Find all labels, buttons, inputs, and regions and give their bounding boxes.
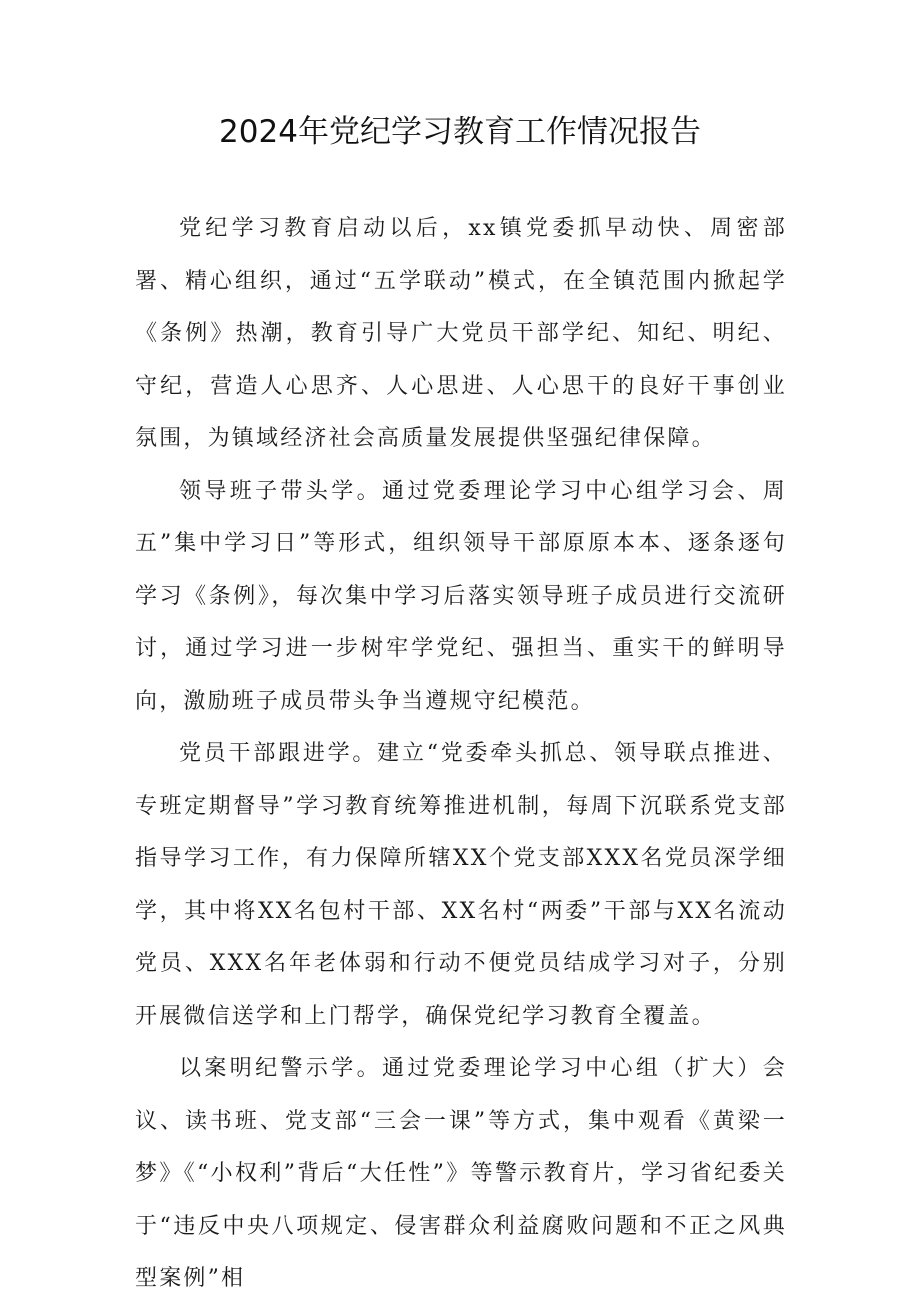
document-body — [135, 203, 787, 1306]
paragraph-case-warning-study: 以案明纪警示学。通过党委理论学习中心组（扩大）会议、读书班、党支部“三会一课”等方式，集中观看《黄梁一梦》《“小权利”背后“大任性”》等警示教育片，学习省纪委关于“违反中央八项规定、侵害群众利益腐败问题和不正之风典型案例”相 — [135, 1056, 787, 1291]
document-title: 2024年党纪学习教育工作情况报告 — [219, 114, 701, 150]
paragraph-cadre-study: 党员干部跟进学。建立“党委牵头抓总、领导联点推进、专班定期督导”学习教育统筹推进机制，每周下沉联系党支部指导学习工作，有力保障所辖XX个党支部XXX名党员深学细学，其中将XX名包村干部、XX名村“两委”干部与XX名流动党员、XXX名年老体弱和行动不便党员结成学习对子，分别开展微信送学和上门帮学，确保党纪学习教育全覆盖。 — [135, 741, 787, 1029]
paragraph-leadership-study: 领导班子带头学。通过党委理论学习中心组学习会、周五”集中学习日”等形式，组织领导干部原原本本、逐条逐句学习《条例》，每次集中学习后落实领导班子成员进行交流研讨，通过学习进一步树牢学党纪、强担当、重实干的鲜明导向，激励班子成员带头争当遵规守纪模范。 — [135, 478, 787, 714]
paragraph-intro: 党纪学习教育启动以后，xx镇党委抓早动快、周密部署、精心组织，通过“五学联动”模式，在全镇范围内掀起学《条例》热潮，教育引导广大党员干部学纪、知纪、明纪、守纪，营造人心思齐、人心思进、人心思干的良好干事创业氛围，为镇域经济社会高质量发展提供坚强纪律保障。 — [135, 216, 787, 451]
